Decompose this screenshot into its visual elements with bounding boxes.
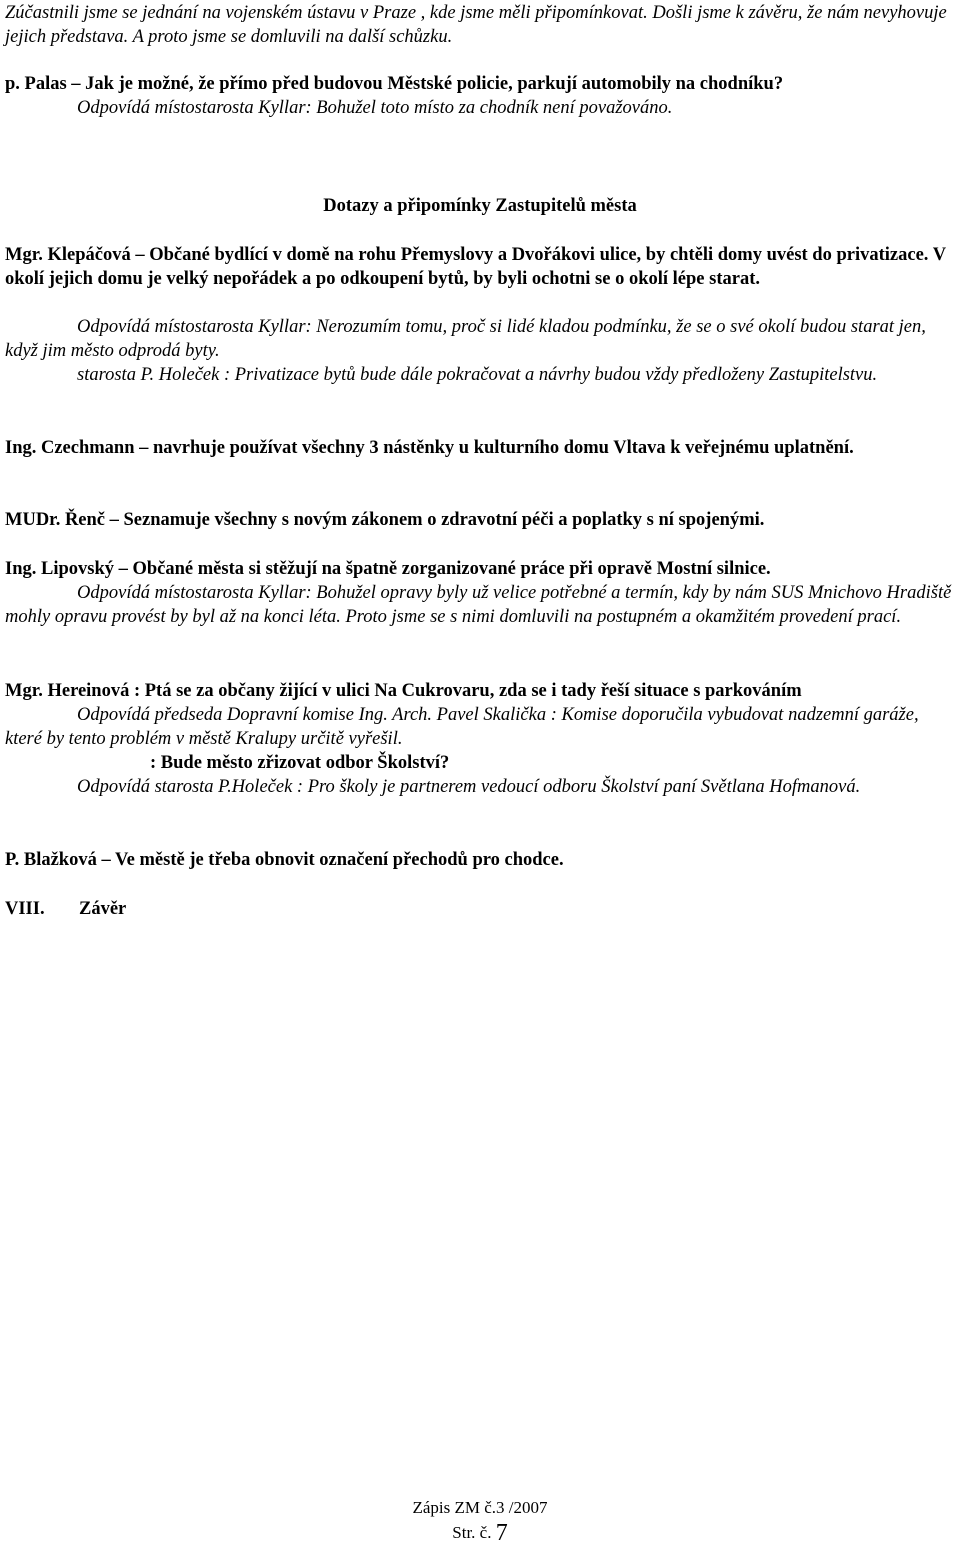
palas-question: p. Palas – Jak je možné, že přímo před budovou Městské policie, parkují automobily na chodníku? — [5, 74, 784, 94]
footer-page — [0, 1521, 960, 1545]
blazkova-question: P. Blažková – Ve městě je třeba obnovit označení přechodů pro chodce. — [5, 850, 564, 870]
hereinova-answer-1: Odpovídá předseda Dopravní komise Ing. Arch. Pavel Skalička : Komise doporučila vybudovat nadzemní garáže, které by tento problém v městě Kralupy určitě vyřešil. — [5, 705, 919, 749]
closing-heading — [5, 898, 957, 922]
closing-numeral: VIII. — [5, 899, 45, 919]
hereinova-answer-2: Odpovídá starosta P.Holeček : Pro školy je partnerem vedoucí odboru Školství paní Světlana Hofmanová. — [77, 777, 861, 797]
hereinova-question-2: : Bude město zřizovat odbor Školství? — [150, 753, 450, 773]
footer-doc-id: Zápis ZM č.3 /2007 — [412, 1498, 548, 1517]
hereinova-question: Mgr. Hereinová : Ptá se za občany žijící v ulici Na Cukrovaru, zda se i tady řeší situace s parkováním — [5, 681, 802, 701]
klepacova-answer-1: Odpovídá místostarosta Kyllar: Nerozumím tomu, proč si lidé kladou podmínku, že se o své okolí budou starat jen, když jim město odprodá byty. — [5, 317, 926, 361]
klepacova-answer-2: starosta P. Holeček : Privatizace bytů bude dále pokračovat a návrhy budou vždy předloženy Zastupitelstvu. — [77, 365, 878, 385]
lipovsky-answer: Odpovídá místostarosta Kyllar: Bohužel opravy byly už velice potřebné a termín, kdy by nám SUS Mnichovo Hradiště mohly opravu provést by byl až na konci léta. Proto jsme se s nimi domluvili na postupném a okamžitém provedení prací. — [5, 583, 952, 627]
palas-answer: Odpovídá místostarosta Kyllar: Bohužel toto místo za chodník není považováno. — [77, 98, 673, 118]
lipovsky-question: Ing. Lipovský – Občané města si stěžují na špatně zorganizované práce při opravě Mostní silnice. — [5, 559, 771, 579]
czechmann-question: Ing. Czechmann – navrhuje používat všechny 3 nástěnky u kulturního domu Vltava k veřejnému uplatnění. — [5, 438, 854, 458]
klepacova-question: Mgr. Klepáčová – Občané bydlící v domě na rohu Přemyslovy a Dvořákovi ulice, by chtěli domy uvést do privatizace. V okolí jejich domu je velký nepořádek a po odkoupení bytů, by byli ochotni se o okolí lépe starat. — [5, 245, 946, 289]
section-heading: Dotazy a připomínky Zastupitelů města — [323, 196, 637, 216]
closing-title: Závěr — [79, 899, 127, 919]
footer-page-number: 7 — [495, 1520, 508, 1546]
intro-paragraph: Zúčastnili jsme se jednání na vojenském ústavu v Praze , kde jsme měli připomínkovat. Došli jsme k závěru, že nám nevyhovuje jejich představa. A proto jsme se domluvili na další schůzku. — [5, 3, 947, 47]
footer-page-label: Str. č. — [452, 1523, 492, 1542]
renc-question: MUDr. Řenč – Seznamuje všechny s novým zákonem o zdravotní péči a poplatky s ní spojenými. — [5, 510, 765, 530]
